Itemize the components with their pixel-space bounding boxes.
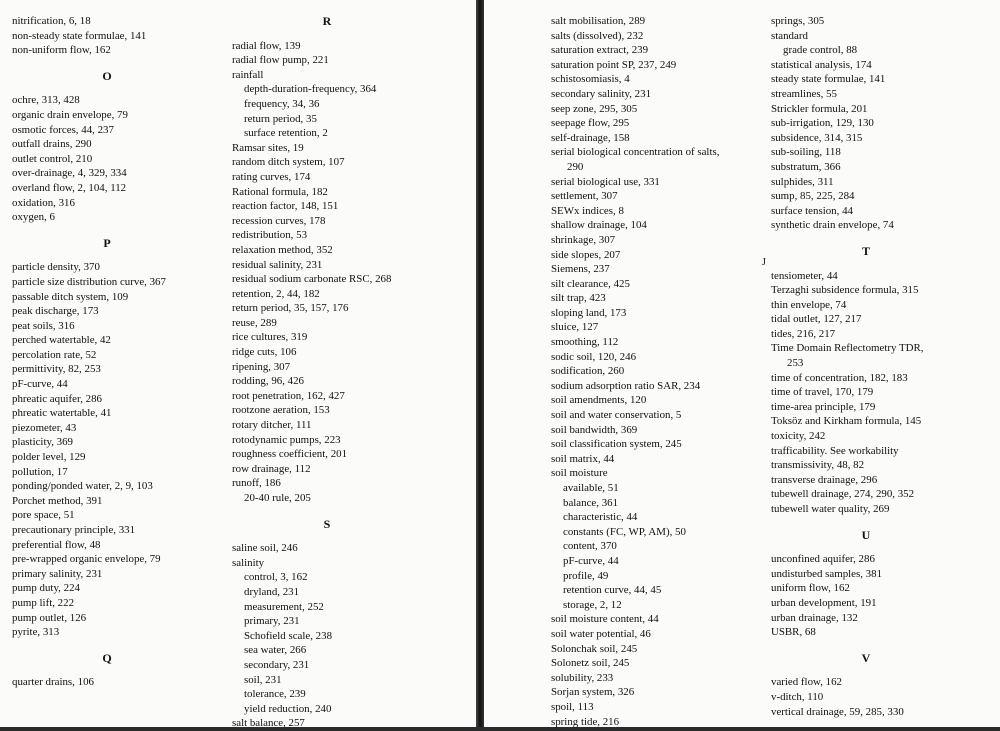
margin-mark: J <box>762 257 766 268</box>
index-entry: solubility, 233 <box>551 671 614 684</box>
index-entry: settlement, 307 <box>551 190 618 203</box>
index-column <box>551 14 719 729</box>
index-entry: sulphides, 311 <box>771 175 834 188</box>
section-letter: O <box>102 68 112 83</box>
index-entry: serial biological concentration of salts, <box>551 146 720 159</box>
index-subentry: surface retention, 2 <box>244 127 328 140</box>
index-entry: oxidation, 316 <box>12 196 75 209</box>
index-entry: Rational formula, 182 <box>232 185 328 198</box>
section-letter: R <box>322 14 332 28</box>
index-entry: thin envelope, 74 <box>771 298 847 311</box>
index-entry: permittivity, 82, 253 <box>12 363 101 376</box>
index-subentry: 20-40 rule, 205 <box>244 492 311 504</box>
section-letter: T <box>861 243 870 258</box>
index-entry: Siemens, 237 <box>551 263 610 276</box>
index-entry: urban drainage, 132 <box>771 611 858 624</box>
index-entry: piezometer, 43 <box>12 421 77 434</box>
index-entry-continuation: 253 <box>787 357 804 370</box>
index-entry: rainfall <box>232 68 264 81</box>
index-entry: sub-soiling, 118 <box>771 146 841 159</box>
index-entry: pF-curve, 44 <box>12 378 68 391</box>
index-entry: reaction factor, 148, 151 <box>232 200 339 213</box>
index-entry: uniform flow, 162 <box>771 582 850 595</box>
index-entry: residual salinity, 231 <box>232 258 323 271</box>
index-entry: oxygen, 6 <box>12 211 55 224</box>
index-entry: random ditch system, 107 <box>232 156 345 169</box>
index-entry: phreatic watertable, 41 <box>12 407 112 420</box>
index-entry: springs, 305 <box>771 15 825 27</box>
index-subentry: return period, 35 <box>244 112 317 125</box>
index-entry: seep zone, 295, 305 <box>551 102 638 115</box>
section-letter: S <box>323 516 331 531</box>
index-entry: soil moisture content, 44 <box>551 613 659 626</box>
index-entry: Solonetz soil, 245 <box>551 657 630 670</box>
index-entry: tubewell drainage, 274, 290, 352 <box>771 488 915 501</box>
index-subentry: grade control, 88 <box>783 44 858 57</box>
index-entry: saline soil, 246 <box>232 542 298 555</box>
index-entry: Toksöz and Kirkham formula, 145 <box>771 415 922 428</box>
index-entry: nitrification, 6, 18 <box>12 15 91 27</box>
index-entry: shallow drainage, 104 <box>551 219 647 232</box>
index-entry: recession curves, 178 <box>232 214 326 227</box>
index-entry: return period, 35, 157, 176 <box>232 302 349 315</box>
index-entry: v-ditch, 110 <box>771 690 824 703</box>
index-entry: relaxation method, 352 <box>232 243 333 256</box>
index-entry: Solonchak soil, 245 <box>551 642 638 655</box>
index-entry: Ramsar sites, 19 <box>232 141 304 154</box>
index-entry: particle density, 370 <box>12 261 100 274</box>
index-entry: sodic soil, 120, 246 <box>551 350 637 363</box>
index-subentry: control, 3, 162 <box>244 571 308 584</box>
index-entry: non-uniform flow, 162 <box>12 44 111 57</box>
index-entry: shrinkage, 307 <box>551 233 616 246</box>
index-entry: salt mobilisation, 289 <box>551 15 646 27</box>
index-subentry: characteristic, 44 <box>563 511 638 524</box>
index-entry: pump lift, 222 <box>12 596 75 609</box>
index-entry: pre-wrapped organic envelope, 79 <box>12 553 161 566</box>
index-subentry: soil, 231 <box>244 673 282 686</box>
index-entry: tensiometer, 44 <box>771 269 838 282</box>
index-entry: time of travel, 170, 179 <box>771 386 874 399</box>
index-subentry: constants (FC, WP, AM), 50 <box>563 525 686 538</box>
index-entry: row drainage, 112 <box>232 462 311 475</box>
index-entry: synthetic drain envelope, 74 <box>771 219 894 232</box>
index-entry: substratum, 366 <box>771 160 841 173</box>
index-subentry: frequency, 34, 36 <box>244 97 320 110</box>
index-entry: passable ditch system, 109 <box>12 290 129 303</box>
index-entry: precautionary principle, 331 <box>12 524 136 536</box>
index-subentry: profile, 49 <box>563 569 609 582</box>
index-subentry: retention curve, 44, 45 <box>563 584 662 597</box>
index-subentry: primary, 231 <box>244 615 300 628</box>
index-subentry: dryland, 231 <box>244 585 300 598</box>
index-entry: tidal outlet, 127, 217 <box>771 313 862 326</box>
index-entry: radial flow pump, 221 <box>232 54 329 67</box>
index-entry: rating curves, 174 <box>232 170 311 183</box>
index-entry: undisturbed samples, 381 <box>771 567 883 580</box>
section-letter: Q <box>102 650 112 665</box>
index-entry: secondary salinity, 231 <box>551 87 652 100</box>
index-entry: salts (dissolved), 232 <box>551 29 644 42</box>
index-entry: ripening, 307 <box>232 360 291 373</box>
index-column <box>12 14 202 690</box>
index-entry: reuse, 289 <box>232 316 277 329</box>
index-entry: retention, 2, 44, 182 <box>232 287 320 300</box>
index-entry: sloping land, 173 <box>551 306 627 319</box>
index-entry: varied flow, 162 <box>771 676 842 689</box>
index-entry: urban development, 191 <box>771 596 877 609</box>
index-entry: roughness coefficient, 201 <box>232 448 348 461</box>
index-subentry: balance, 361 <box>563 496 619 509</box>
index-subentry: Schofield scale, 238 <box>244 629 333 642</box>
index-entry: sluice, 127 <box>551 321 599 334</box>
index-entry: Strickler formula, 201 <box>771 102 868 115</box>
index-entry: redistribution, 53 <box>232 229 308 242</box>
index-entry: soil bandwidth, 369 <box>551 423 638 436</box>
index-entry: self-drainage, 158 <box>551 131 630 144</box>
index-entry: soil matrix, 44 <box>551 452 615 465</box>
index-entry: radial flow, 139 <box>232 39 301 52</box>
index-entry: polder level, 129 <box>12 451 86 464</box>
index-entry: spring tide, 216 <box>551 715 620 728</box>
index-entry: pump duty, 224 <box>12 582 80 595</box>
index-entry: pump outlet, 126 <box>12 611 87 624</box>
index-entry: sodification, 260 <box>551 365 625 378</box>
index-entry: percolation rate, 52 <box>12 348 97 361</box>
index-entry: primary salinity, 231 <box>12 567 103 580</box>
index-entry: pollution, 17 <box>12 465 68 478</box>
index-entry: rodding, 96, 426 <box>232 375 304 388</box>
index-entry: saturation point SP, 237, 249 <box>551 58 677 71</box>
index-entry: standard <box>771 29 808 42</box>
index-entry: saturation extract, 239 <box>551 44 649 57</box>
index-entry: sump, 85, 225, 284 <box>771 190 855 203</box>
index-entry: unconfined aquifer, 286 <box>771 553 875 566</box>
index-subentry: pF-curve, 44 <box>563 554 619 567</box>
index-entry: transverse drainage, 296 <box>771 473 878 486</box>
index-subentry: sea water, 266 <box>244 644 307 657</box>
section-letter: P <box>103 235 111 250</box>
index-entry: streamlines, 55 <box>771 87 837 100</box>
index-entry: ponding/ponded water, 2, 9, 103 <box>12 480 153 493</box>
index-entry: tides, 216, 217 <box>771 327 836 340</box>
index-entry: non-steady state formulae, 141 <box>12 29 147 42</box>
index-entry: silt trap, 423 <box>551 292 606 305</box>
index-entry: rootzone aeration, 153 <box>232 404 330 417</box>
index-entry: trafficability. See workability <box>771 444 899 457</box>
index-entry: schistosomiasis, 4 <box>551 73 630 86</box>
index-entry: Time Domain Reflectometry TDR, <box>771 342 924 355</box>
index-entry: Terzaghi subsidence formula, 315 <box>771 284 919 297</box>
section-letter: U <box>861 527 871 542</box>
index-entry: salinity <box>232 556 265 569</box>
index-entry: time of concentration, 182, 183 <box>771 371 908 384</box>
index-entry: residual sodium carbonate RSC, 268 <box>232 273 392 286</box>
index-entry: soil and water conservation, 5 <box>551 409 682 422</box>
index-subentry: measurement, 252 <box>244 600 324 613</box>
index-entry: side slopes, 207 <box>551 248 621 261</box>
index-entry: rotary ditcher, 111 <box>232 419 312 432</box>
index-entry: USBR, 68 <box>771 626 816 639</box>
index-entry: peat soils, 316 <box>12 319 75 332</box>
index-entry: soil amendments, 120 <box>551 394 647 407</box>
index-entry: plasticity, 369 <box>12 436 73 449</box>
index-entry: serial biological use, 331 <box>551 175 660 188</box>
index-entry: surface tension, 44 <box>771 204 853 217</box>
index-entry: Sorjan system, 326 <box>551 686 635 699</box>
index-entry-continuation: 290 <box>567 160 584 173</box>
index-entry: seepage flow, 295 <box>551 117 630 130</box>
index-subentry: storage, 2, 12 <box>563 598 622 611</box>
index-entry: peak discharge, 173 <box>12 305 99 318</box>
index-entry: pyrite, 313 <box>12 626 60 639</box>
index-entry: particle size distribution curve, 367 <box>12 275 166 288</box>
index-entry: rotodynamic pumps, 223 <box>232 433 341 446</box>
index-entry: outfall drains, 290 <box>12 138 92 151</box>
index-entry: pore space, 51 <box>12 509 75 522</box>
index-column <box>232 14 422 731</box>
index-subentry: available, 51 <box>563 482 619 494</box>
index-entry: over-drainage, 4, 329, 334 <box>12 167 127 180</box>
index-entry: time-area principle, 179 <box>771 400 876 413</box>
index-entry: toxicity, 242 <box>771 430 826 443</box>
index-entry: spoil, 113 <box>551 700 594 713</box>
book-gutter <box>476 0 484 727</box>
index-entry: osmotic forces, 44, 237 <box>12 123 114 136</box>
index-entry: soil water potential, 46 <box>551 627 651 640</box>
index-entry: perched watertable, 42 <box>12 334 111 347</box>
index-subentry: secondary, 231 <box>244 658 310 671</box>
index-entry: ridge cuts, 106 <box>232 346 297 359</box>
index-entry: soil moisture <box>551 467 608 480</box>
index-entry: smoothing, 112 <box>551 336 619 349</box>
index-entry: Porchet method, 391 <box>12 494 103 507</box>
index-subentry: yield reduction, 240 <box>244 702 332 715</box>
index-entry: ochre, 313, 428 <box>12 94 80 107</box>
index-entry: steady state formulae, 141 <box>771 73 886 86</box>
index-entry: overland flow, 2, 104, 112 <box>12 181 127 194</box>
index-entry: transmissivity, 48, 82 <box>771 459 865 472</box>
index-entry: tubewell water quality, 269 <box>771 503 890 515</box>
index-entry: salt balance, 257 <box>232 717 305 730</box>
index-entry: outlet control, 210 <box>12 152 93 165</box>
index-entry: runoff, 186 <box>232 477 281 490</box>
index-entry: sodium adsorption ratio SAR, 234 <box>551 379 701 392</box>
index-entry: silt clearance, 425 <box>551 277 630 290</box>
index-subentry: depth-duration-frequency, 364 <box>244 83 377 96</box>
index-entry: subsidence, 314, 315 <box>771 131 863 144</box>
index-entry: preferential flow, 48 <box>12 538 101 551</box>
index-entry: rice cultures, 319 <box>232 331 308 344</box>
index-entry: sub-irrigation, 129, 130 <box>771 117 874 130</box>
index-column <box>771 14 961 719</box>
index-entry: quarter drains, 106 <box>12 676 94 689</box>
index-entry: soil classification system, 245 <box>551 438 682 451</box>
index-subentry: content, 370 <box>563 540 617 553</box>
index-subentry: tolerance, 239 <box>244 688 306 701</box>
index-entry: statistical analysis, 174 <box>771 58 872 71</box>
index-entry: vertical drainage, 59, 285, 330 <box>771 705 904 718</box>
index-entry: root penetration, 162, 427 <box>232 389 345 402</box>
index-entry: organic drain envelope, 79 <box>12 108 128 121</box>
index-entry: phreatic aquifer, 286 <box>12 392 102 405</box>
index-entry: SEWx indices, 8 <box>551 204 624 217</box>
section-letter: V <box>861 650 871 665</box>
